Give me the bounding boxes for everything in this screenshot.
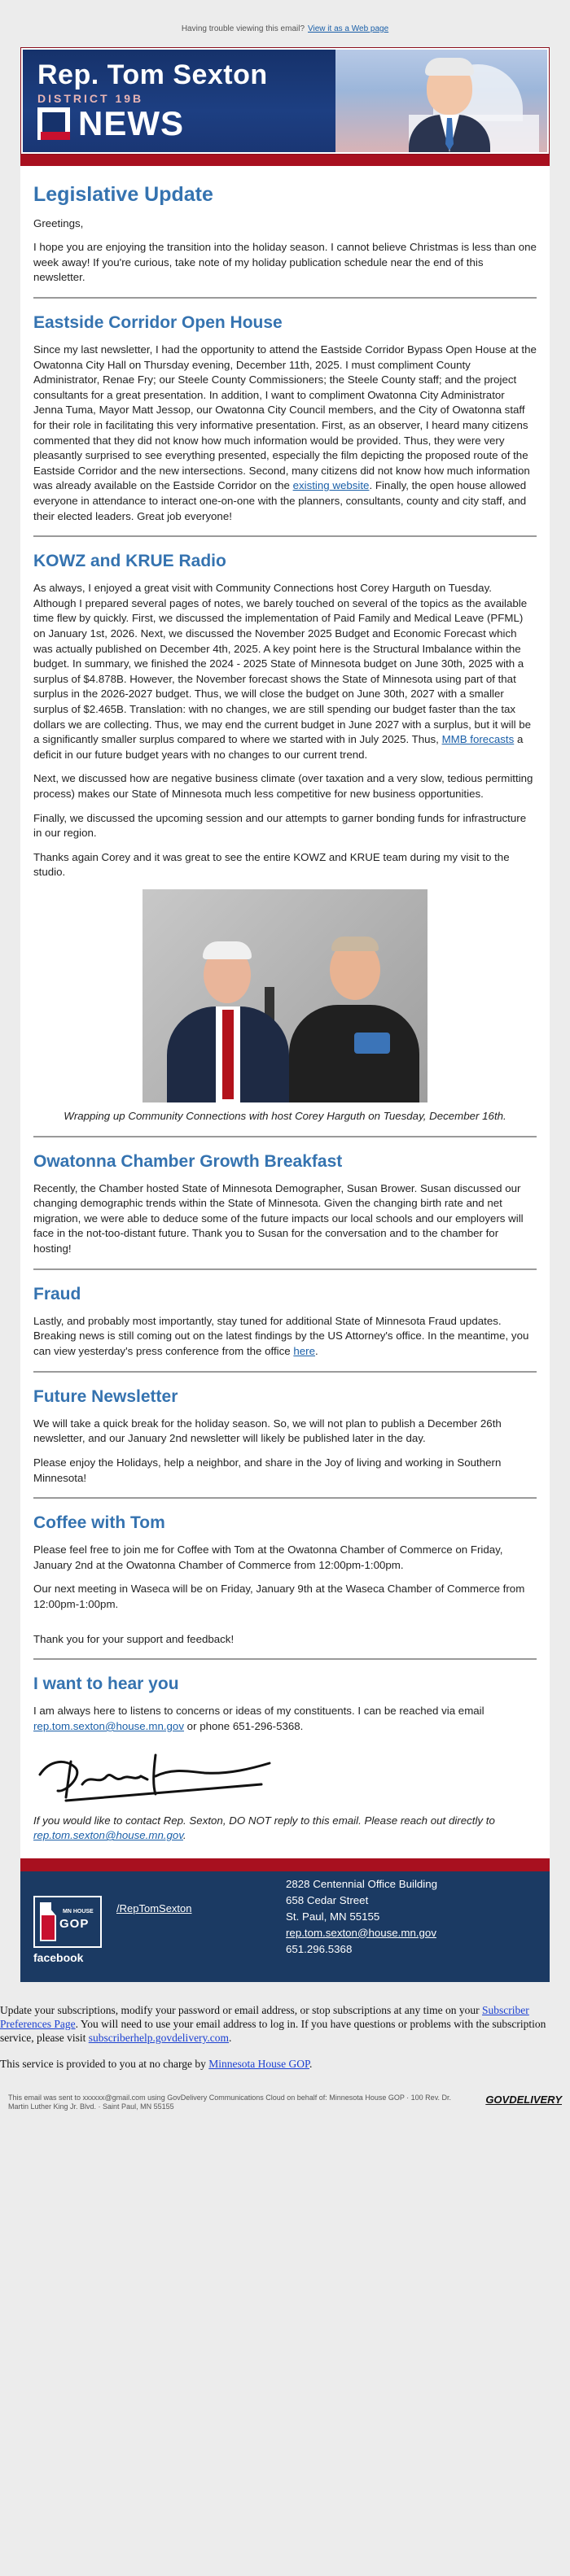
coffee-paragraph-1: Please feel free to join me for Coffee with Tom at the Owatonna Chamber of Commerce on Friday, January 2nd at the Owatonna Chamber of Commerce from 12:00pm-1:00pm. (33, 1543, 503, 1571)
section-heading: KOWZ and KRUE Radio (33, 552, 226, 571)
section-heading: Coffee with Tom (33, 1513, 165, 1533)
govdelivery-logo[interactable]: GOVDELIVERY (485, 2093, 562, 2106)
preheader-text: Having trouble viewing this email? (181, 24, 305, 33)
press-conference-link[interactable]: here (293, 1345, 315, 1357)
chamber-paragraph: Recently, the Chamber hosted State of Minnesota Demographer, Susan Brower. Susan discussed our changing demographic trends within the State of Minnesota. Given the changing birth rate and net migration, we were able to deduce some of the future impacts our local schools and our employers will face in the not-too-distant future. Thank you to Susan for the conversation and to the chamber for hosting! (33, 1181, 524, 1255)
section-eastside (33, 299, 537, 524)
provider-paragraph: This service is provided to you at no charge by Minnesota House GOP. (0, 2057, 313, 2070)
representative-portrait (409, 55, 490, 152)
contact-paragraph: I am always here to listens to concerns or ideas of my constituents. I can be reached via email rep.tom.sexton@house.mn.gov or phone 651-296-5368. (33, 1705, 484, 1732)
banner-title: Rep. Tom Sexton (37, 59, 268, 90)
section-contact (33, 1660, 537, 1844)
email-body (20, 47, 550, 1982)
kowz-paragraph-2: Next, we discussed how are negative business climate (over taxation and a very slow, tedious permitting process) makes our State of Minnesota much less competitive for new business opportunities. (33, 772, 533, 800)
coffee-paragraph-2: Our next meeting in Waseca will be on Friday, January 9th at the Waseca Chamber of Commerce from 12:00pm-1:00pm. (33, 1583, 525, 1611)
section-heading: Eastside Corridor Open House (33, 312, 283, 332)
section-chamber (33, 1137, 537, 1257)
newsletter-content (20, 166, 550, 1844)
greeting: Greetings, (33, 216, 84, 229)
radio-studio-photo (142, 889, 428, 1102)
fraud-paragraph: Lastly, and probably most importantly, stay tuned for additional State of Minnesota Fraud updates. Breaking news is still coming out on the latest findings by the US Attorney's office. In the meantime, you can view yesterday's press conference from the office here. (33, 1314, 529, 1357)
section-heading: Future Newsletter (33, 1386, 178, 1406)
intro-paragraph: I hope you are enjoying the transition into the holiday season. I cannot believe Christmas is less than one week away! If you're curious, take note of my holiday publication schedule near the end of this newsletter. (33, 241, 537, 284)
kowz-paragraph-1: As always, I enjoyed a great visit with Community Connections host Corey Harguth on Tuesday. Although I prepared several pages of notes, we barely touched on several of the topics as the available time flew by quickly. First, we discussed the implementation of Paid Family and Medical Leave (PFML) on January 1st, 2026. Next, we discussed the November 2025 Budget and Economic Forecast which was actually published on December 4th, 2025. A key point here is the Structural Imbalance within the budget. In summary, we finished the 2024 - 2025 State of Minnesota budget on June 30th, 2025 with a surplus of $4.878B. However, the November forecast shows the State of Minnesota using part of that surplus in the 2026-2027 budget. Thus, we will close the budget on June 30th, 2027 with a smaller surplus of $2.465B. Translation: with no changes, we are still spending our budget faster than the tax dollars we are collecting. Thus, we may end the current budget in June 2027 with a surplus, but it will be a significantly smaller surplus compared to where we started with in July 2025. Thus, MMB forecasts a deficit in our future budget years with no changes to our current trend. (33, 582, 532, 761)
subscriber-preferences-link[interactable]: Subscriber Preferences Page (0, 2003, 529, 2030)
coffee-thanks: Thank you for your support and feedback! (33, 1632, 235, 1645)
kowz-paragraph-4: Thanks again Corey and it was great to see the entire KOWZ and KRUE team during my visit to the studio. (33, 850, 510, 879)
contact-note: If you would like to contact Rep. Sexton, DO NOT reply to this email. Please reach out directly to rep.tom.sexton@house.mn.gov. (33, 1814, 495, 1842)
section-heading: Owatonna Chamber Growth Breakfast (33, 1151, 343, 1171)
bottom-bar (0, 2089, 570, 2124)
mn-house-gop-logo[interactable]: MN HOUSE GOP (33, 1896, 102, 1948)
contact-email-link[interactable]: rep.tom.sexton@house.mn.gov (33, 1829, 183, 1842)
section-kowz (33, 537, 537, 1124)
facebook-icon[interactable]: facebook (33, 1950, 84, 1964)
photo-caption: Wrapping up Community Connections with host Corey Harguth on Tuesday, December 16th. (64, 1109, 506, 1122)
header-banner (20, 47, 550, 155)
page-title: Legislative Update (33, 183, 213, 206)
signature-image (33, 1744, 537, 1805)
email-link[interactable]: rep.tom.sexton@house.mn.gov (33, 1719, 184, 1732)
existing-website-link[interactable]: existing website (292, 479, 370, 492)
section-heading: I want to hear you (33, 1674, 179, 1694)
kowz-paragraph-3: Finally, we discussed the upcoming session and our attempts to garner bonding funds for infrastructure in our region. (33, 811, 527, 840)
sent-to-notice: This email was sent to xxxxxx@gmail.com using GovDelivery Communications Cloud on behalf of: Minnesota House GOP · 100 Rev. Dr. Martin Luther King Jr. Blvd. · Saint Paul, MN 55155 (8, 2093, 452, 2111)
section-heading: Fraud (33, 1284, 81, 1303)
view-as-webpage-link[interactable]: View it as a Web page (308, 24, 389, 33)
flag-icon (37, 107, 70, 140)
section-future (33, 1373, 537, 1487)
subscription-paragraph: Update your subscriptions, modify your password or email address, or stop subscriptions at any time on your Subscriber Preferences Page. You will need to use your email address to log in. If you have questions or problems with the subscription service, please visit subscriberhelp.govdelivery.com. (0, 2003, 546, 2044)
banner-news: NEWS (78, 104, 184, 142)
header-red-bar (20, 155, 550, 166)
future-paragraph-1: We will take a quick break for the holiday season. So, we will not plan to publish a December 26th newsletter, and our January 2nd newsletter will likely be published later in the day. (33, 1417, 502, 1445)
eastside-paragraph: Since my last newsletter, I had the opportunity to attend the Eastside Corridor Bypass Open House at the Owatonna City Hall on Thursday evening, December 11th, 2025. I must compliment County Administrator, Renae Fry; our Steele County Commissioners; the Steele County staff; and the project consultants for a great presentation. In addition, I want to compliment Owatonna City Administrator Jenna Tuma, Mayor Matt Jessop, our Owatonna City Council members, and the City of Owatonna staff for their role in facilitating this very informative presentation. First, as an observer, I heard many citizens commented that they did not know how much information would be provided. Thus, they were very pleasantly surprised to see everything presented, especially the film depicting the proposed route of the Eastside Corridor and the new intersections. Second, many citizens did not know how much information was already available on the Eastside Corridor on the existing website. Finally, the open house allowed everyone in attendance to interact one-on-one with the planners, consultants, county and city staff, and their elected leaders. Great job everyone! (33, 343, 537, 522)
facebook-handle-link[interactable]: /RepTomSexton (116, 1901, 192, 1915)
subscriber-help-link[interactable]: subscriberhelp.govdelivery.com (88, 2031, 230, 2044)
mmb-forecasts-link[interactable]: MMB forecasts (441, 733, 515, 746)
banner-district: DISTRICT 19B (37, 92, 144, 105)
footer-email-link[interactable]: rep.tom.sexton@house.mn.gov (286, 1926, 436, 1939)
preheader (0, 0, 570, 47)
future-paragraph-2: Please enjoy the Holidays, help a neighbor, and share in the Joy of living and working in Southern Minnesota! (33, 1456, 502, 1484)
office-address: 2828 Centennial Office Building 658 Cedar Street St. Paul, MN 55155 rep.tom.sexton@house.mn.gov 651.296.5368 (286, 1877, 438, 1955)
footer (20, 1858, 550, 1982)
subscription-info (0, 1982, 570, 2071)
mn-house-gop-link[interactable]: Minnesota House GOP (208, 2057, 309, 2070)
section-fraud (33, 1270, 537, 1360)
section-coffee (33, 1499, 537, 1647)
